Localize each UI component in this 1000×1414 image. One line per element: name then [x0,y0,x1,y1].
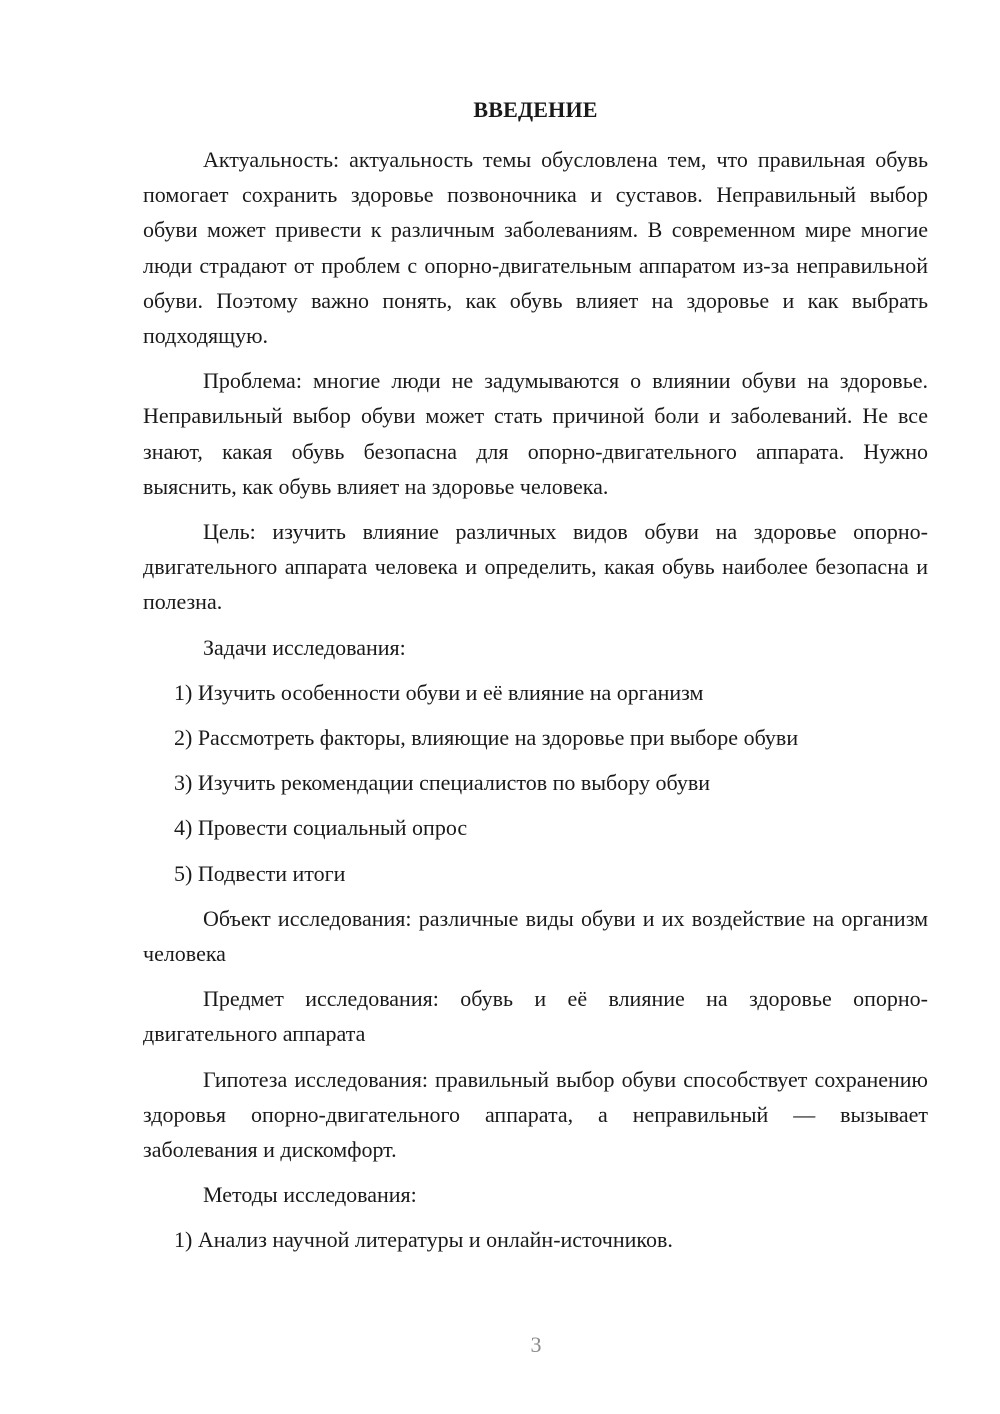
task-item-2: 2) Рассмотреть факторы, влияющие на здоровье при выборе обуви [174,725,799,751]
page-number: 3 [530,1332,542,1357]
method-item-1: 1) Анализ научной литературы и онлайн-источников. [174,1227,673,1253]
methods-title: Методы исследования: [203,1182,417,1208]
page-content [143,95,928,1268]
tasks-title: Задачи исследования: [203,634,406,660]
goal-paragraph: Цель: изучить влияние различных видов обуви на здоровье опорно-двигательного аппарата человека и определить, какая обувь наиболее безопасна и полезна. [143,519,928,615]
relevance-paragraph: Актуальность: актуальность темы обусловлена тем, что правильная обувь помогает сохранить здоровье позвоночника и суставов. Неправильный выбор обуви может привести к различным заболеваниям. В современном мире многие люди страдают от проблем с опорно-двигательным аппаратом из-за неправильной обуви. Поэтому важно понять, как обувь влияет на здоровье и как выбрать подходящую. [143,147,928,349]
task-item-1: 1) Изучить особенности обуви и её влияние на организм [174,679,704,705]
task-item-5: 5) Подвести итоги [174,860,346,886]
methods-list [143,1222,928,1257]
tasks-list [143,675,928,891]
hypothesis-paragraph: Гипотеза исследования: правильный выбор обуви способствует сохранению здоровья опорно-двигательного аппарата, а неправильный — вызывает заболевания и дискомфорт. [143,1066,928,1163]
object-paragraph: Объект исследования: различные виды обуви и их воздействие на организм человека [143,905,928,967]
subject-paragraph: Предмет исследования: обувь и её влияние на здоровье опорно-двигательного аппарата [143,986,928,1047]
problem-paragraph: Проблема: многие люди не задумываются о влиянии обуви на здоровье. Неправильный выбор обуви может стать причиной боли и заболеваний. Не все знают, какая обувь безопасна для опорно-двигательного аппарата. Нужно выяснить, как обувь влияет на здоровье человека. [143,368,928,499]
task-item-3: 3) Изучить рекомендации специалистов по выбору обуви [174,770,710,796]
section-heading: ВВЕДЕНИЕ [473,97,598,122]
task-item-4: 4) Провести социальный опрос [174,815,468,841]
